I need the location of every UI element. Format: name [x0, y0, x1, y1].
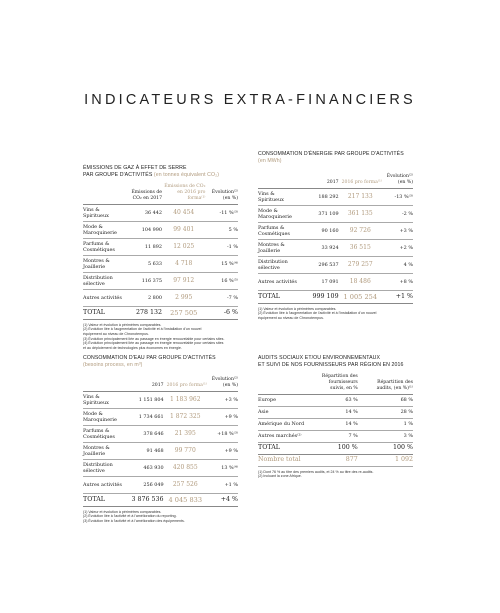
- audits-title-line1: AUDITS SOCIAUX ET/OU ENVIRONNEMENTAUX: [258, 355, 381, 361]
- value-2016: 36 515: [339, 239, 382, 256]
- value-evolution: 5 %: [205, 221, 238, 238]
- row-label: Vins & Spiritueux: [258, 188, 301, 205]
- table-total-row: [258, 442, 413, 454]
- value-audits: 3 %: [376, 430, 413, 442]
- water-block: [83, 355, 238, 524]
- ghg-table: [83, 184, 238, 319]
- value-evolution: -11 %⁽³⁾: [205, 204, 238, 221]
- table-row: [83, 425, 238, 442]
- value-2017: 11 892: [126, 238, 162, 255]
- footnote: (1) Valeur et évolution à périmètres comparables.: [83, 322, 162, 327]
- footnote: (1) Dont 76 % au titre des premiers audits, et 24 % au titre des re-audits.: [258, 469, 374, 474]
- footnote: (1) Valeur et évolution à périmètres comparables.: [258, 306, 337, 311]
- row-label: Mode & Maroquinerie: [83, 221, 126, 238]
- table-row: [258, 406, 413, 418]
- value-2017: 378 646: [126, 425, 163, 442]
- row-label: Autres activités: [258, 273, 301, 290]
- value-evolution: -7 %: [205, 289, 238, 306]
- table-row: [258, 188, 413, 205]
- value-2017: 1 734 661: [126, 408, 163, 425]
- value-evolution: -13 %⁽³⁾: [382, 188, 413, 205]
- value-2016: 257 526: [164, 476, 207, 493]
- row-label: Montres & Joaillerie: [83, 255, 126, 272]
- value-2016: 1 183 962: [164, 391, 207, 408]
- value-2017: 278 132: [126, 306, 162, 319]
- row-label: Parfums & Cosmétiques: [258, 222, 301, 239]
- table-row: [83, 476, 238, 493]
- ghg-title-line1: ÉMISSIONS DE GAZ À EFFET DE SERRE: [83, 165, 187, 171]
- table-row: [258, 205, 413, 222]
- value-2016: 99 401: [162, 221, 205, 238]
- page-title: INDICATEURS EXTRA-FINANCIERS: [84, 92, 416, 108]
- water-header-2017: 2017: [126, 377, 163, 391]
- value-2016: 40 454: [162, 204, 205, 221]
- row-label: TOTAL: [258, 290, 301, 303]
- row-label: Mode & Maroquinerie: [83, 408, 126, 425]
- row-label: Amérique du Nord: [258, 418, 320, 430]
- value-2017: 256 049: [126, 476, 163, 493]
- row-label: Mode & Maroquinerie: [258, 205, 301, 222]
- value-2016: 257 505: [162, 306, 205, 319]
- ghg-header-2017: Émissions de CO₂ en 2017: [126, 184, 162, 204]
- value-2017: 17 091: [301, 273, 338, 290]
- ghg-notes: [83, 323, 238, 351]
- table-total-row: [83, 493, 238, 506]
- row-label: Parfums & Cosmétiques: [83, 425, 126, 442]
- value-evolution: +9 %: [207, 408, 238, 425]
- value-evolution: +3 %: [207, 391, 238, 408]
- table-row: [83, 204, 238, 221]
- energy-table: [258, 174, 413, 304]
- energy-header-2016: 2016 pro forma⁽¹⁾: [339, 174, 382, 188]
- value-suppliers: 7 %: [320, 430, 376, 442]
- value-evolution: 16 %⁽⁵⁾: [205, 272, 238, 289]
- table-row: [258, 273, 413, 290]
- energy-notes: [258, 307, 413, 321]
- table-row: [83, 391, 238, 408]
- footnote: (2) Évolution liée à l'augmentation de l'activité et à l'installation d'un nouvel: [258, 311, 377, 316]
- footnote: (3) Évolution principalement liée au passage en énergie renouvelable pour certains sites.: [83, 336, 225, 341]
- value-audits: 1 092: [376, 454, 413, 466]
- energy-title-unit: (en MWh): [258, 157, 282, 164]
- water-title-unit: (besoins process, en m³): [83, 361, 143, 368]
- energy-block: [258, 151, 413, 321]
- value-2017: 104 990: [126, 221, 162, 238]
- water-header-2016: 2016 pro forma⁽¹⁾: [164, 377, 207, 391]
- value-2016: 4 718: [162, 255, 205, 272]
- value-2016: 99 770: [164, 442, 207, 459]
- value-evolution: 4 %: [382, 256, 413, 273]
- footnote: équipement au niveau de Chronotempus.: [83, 331, 149, 336]
- value-2017: 33 924: [301, 239, 338, 256]
- footnote: (2) Évolution liée à l'activité et à l'amélioration du reporting.: [83, 514, 177, 519]
- energy-title: [258, 151, 413, 164]
- value-2016: 92 726: [339, 222, 382, 239]
- ghg-block: [83, 165, 238, 351]
- row-label: Vins & Spiritueux: [83, 204, 126, 221]
- value-evolution: +1 %: [207, 476, 238, 493]
- footnote: (1) Valeur et évolution à périmètres comparables.: [83, 509, 162, 514]
- table-row: [258, 239, 413, 256]
- row-label: Europe: [258, 394, 320, 406]
- table-row: [258, 256, 413, 273]
- value-2016: 97 912: [162, 272, 205, 289]
- value-2017: 5 633: [126, 255, 162, 272]
- value-2017: 3 876 536: [126, 493, 163, 506]
- row-label: Distribution sélective: [83, 459, 126, 476]
- value-2017: 463 930: [126, 459, 163, 476]
- water-title-line1: CONSOMMATION D'EAU PAR GROUPE D'ACTIVITÉS: [83, 355, 216, 361]
- row-label: TOTAL: [83, 306, 126, 319]
- value-2017: 2 800: [126, 289, 162, 306]
- audits-table: [258, 374, 413, 466]
- footnote: (2) Incluant la zone Afrique.: [258, 474, 302, 479]
- ghg-header-2016: Émissions de CO₂ en 2016 pro forma⁽¹⁾: [162, 184, 205, 204]
- audits-header-audits: Répartition des audits, (en %)⁽¹⁾: [376, 374, 413, 394]
- value-2016: 12 025: [162, 238, 205, 255]
- value-evolution: 15 %⁽⁴⁾: [205, 255, 238, 272]
- table-count-row: [258, 454, 413, 466]
- table-row: [258, 394, 413, 406]
- table-row: [83, 272, 238, 289]
- table-row: [83, 221, 238, 238]
- table-row: [83, 442, 238, 459]
- value-2017: 188 292: [301, 188, 338, 205]
- water-title: [83, 355, 238, 368]
- row-label: Autres marchés⁽²⁾: [258, 430, 320, 442]
- audits-title-line2: ET SUIVI DE NOS FOURNISSEURS PAR RÉGION EN 2016: [258, 361, 404, 368]
- value-suppliers: 14 %: [320, 418, 376, 430]
- water-header-evol: Évolution⁽²⁾ (en %): [207, 377, 238, 391]
- value-evolution: +9 %: [207, 442, 238, 459]
- table-total-row: [83, 306, 238, 319]
- value-2016: 279 257: [339, 256, 382, 273]
- value-evolution: +3 %: [382, 222, 413, 239]
- value-evolution: 13 %⁽⁴⁾: [207, 459, 238, 476]
- water-table: [83, 377, 238, 507]
- value-2017: 999 109: [301, 290, 338, 303]
- value-audits: 28 %: [376, 406, 413, 418]
- value-audits: 68 %: [376, 394, 413, 406]
- value-2017: 91 468: [126, 442, 163, 459]
- table-row: [258, 222, 413, 239]
- value-2016: 4 045 833: [164, 493, 207, 506]
- value-evolution: +8 %: [382, 273, 413, 290]
- ghg-title-line2: PAR GROUPE D'ACTIVITÉS (en tonnes équivalent CO₂): [83, 171, 220, 178]
- footnote: (4) Évolution principalement liée au passage en énergie renouvelable pour certains sites: [83, 341, 224, 346]
- value-suppliers: 100 %: [320, 442, 376, 454]
- value-2016: 217 133: [339, 188, 382, 205]
- row-label: Vins & Spiritueux: [83, 391, 126, 408]
- value-2017: 296 537: [301, 256, 338, 273]
- value-2016: 1 872 325: [164, 408, 207, 425]
- water-notes: [83, 510, 238, 524]
- value-evolution: -1 %: [205, 238, 238, 255]
- table-row: [258, 418, 413, 430]
- energy-header-evol: Évolution⁽²⁾ (en %): [382, 174, 413, 188]
- value-2016: 18 486: [339, 273, 382, 290]
- value-2017: 371 109: [301, 205, 338, 222]
- value-evolution: +18 %⁽³⁾: [207, 425, 238, 442]
- value-2016: 2 995: [162, 289, 205, 306]
- ghg-title: [83, 165, 238, 178]
- footnote: et au déploiement de technologies plus économes en énergie.: [83, 346, 182, 351]
- value-suppliers: 14 %: [320, 406, 376, 418]
- value-evolution: -2 %: [382, 205, 413, 222]
- footnote: équipement au niveau de Chronotempus.: [258, 316, 324, 321]
- audits-notes: [258, 470, 413, 479]
- value-audits: 1 %: [376, 418, 413, 430]
- table-row: [83, 459, 238, 476]
- value-2016: 420 855: [164, 459, 207, 476]
- footnote: (2) Évolution liée à l'augmentation de l'activité et à l'installation d'un nouvel: [83, 327, 202, 332]
- footnote: (3) Évolution liée à l'activité et à l'amélioration des équipements.: [83, 519, 185, 524]
- ghg-header-evol: Évolution⁽²⁾ (en %): [205, 184, 238, 204]
- table-row: [83, 255, 238, 272]
- value-audits: 100 %: [376, 442, 413, 454]
- energy-title-line1: CONSOMMATION D'ÉNERGIE PAR GROUPE D'ACTIVITÉS: [258, 151, 404, 157]
- row-label: Distribution sélective: [258, 256, 301, 273]
- audits-header-suppliers: Répartition des fournisseurs suivis, en %: [320, 374, 376, 394]
- row-label: TOTAL: [83, 493, 126, 506]
- table-total-row: [258, 290, 413, 303]
- value-2016: 21 395: [164, 425, 207, 442]
- value-evolution: +2 %: [382, 239, 413, 256]
- value-evolution: +4 %: [207, 493, 238, 506]
- value-evolution: +1 %: [382, 290, 413, 303]
- audits-block: [258, 355, 413, 479]
- row-label: Asie: [258, 406, 320, 418]
- table-row: [83, 289, 238, 306]
- row-label: Autres activités: [83, 476, 126, 493]
- row-label: Parfums & Cosmétiques: [83, 238, 126, 255]
- value-2017: 90 160: [301, 222, 338, 239]
- row-label: Autres activités: [83, 289, 126, 306]
- row-label: Montres & Joaillerie: [83, 442, 126, 459]
- value-suppliers: 63 %: [320, 394, 376, 406]
- value-2017: 116 375: [126, 272, 162, 289]
- value-2017: 1 151 804: [126, 391, 163, 408]
- row-label: TOTAL: [258, 442, 320, 454]
- table-row: [83, 408, 238, 425]
- table-row: [83, 238, 238, 255]
- value-2016: 1 005 254: [339, 290, 382, 303]
- energy-header-2017: 2017: [301, 174, 338, 188]
- table-row: [258, 430, 413, 442]
- row-label: Distribution sélective: [83, 272, 126, 289]
- value-2016: 361 135: [339, 205, 382, 222]
- value-suppliers: 877: [320, 454, 376, 466]
- audits-title: [258, 355, 413, 368]
- row-label: Nombre total: [258, 454, 320, 466]
- row-label: Montres & Joaillerie: [258, 239, 301, 256]
- value-evolution: -6 %: [205, 306, 238, 319]
- value-2017: 36 442: [126, 204, 162, 221]
